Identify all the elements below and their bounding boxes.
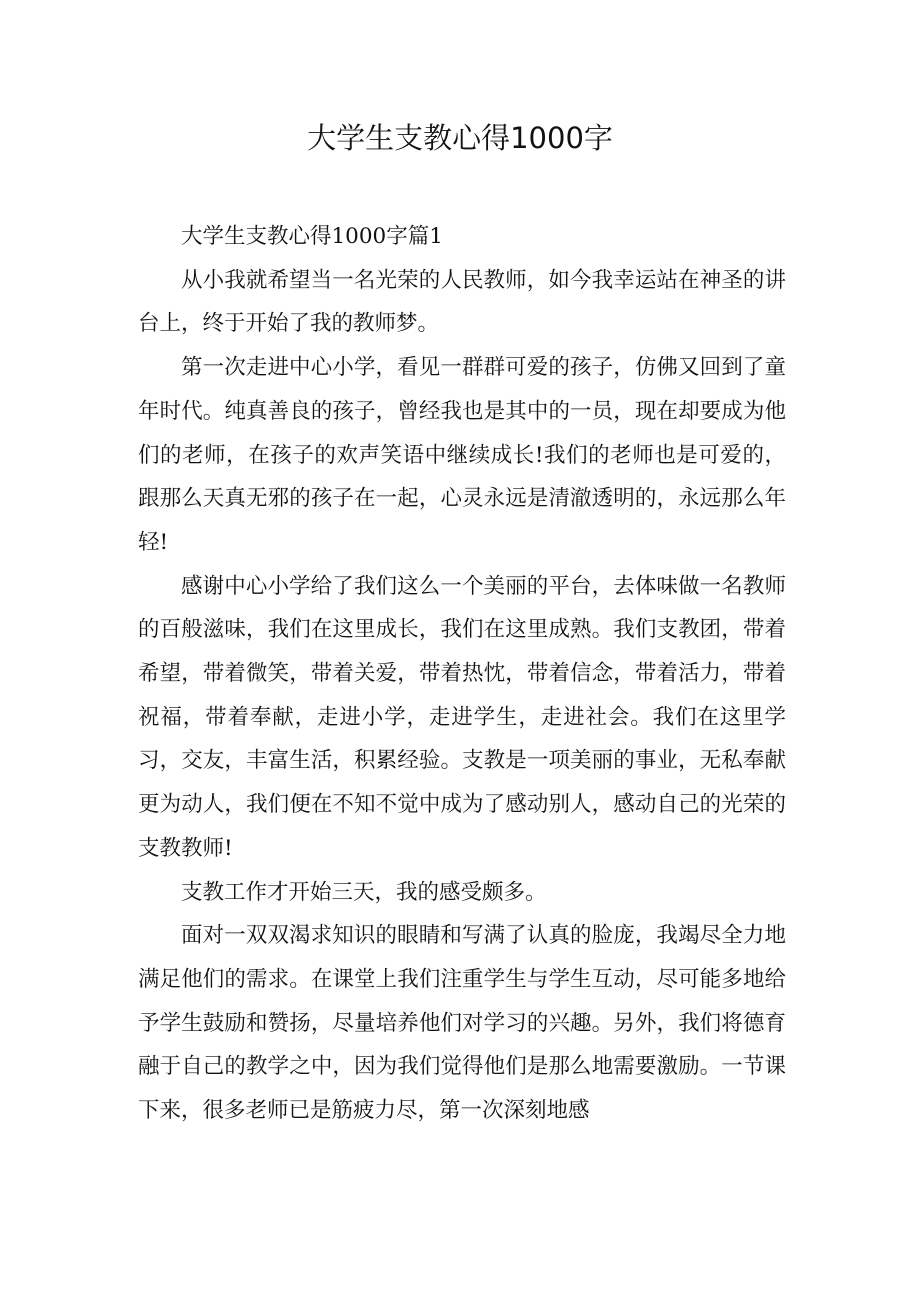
paragraph: 第一次走进中心小学，看见一群群可爱的孩子，仿佛又回到了童年时代。纯真善良的孩子，曾经我也是其中的一员，现在却要成为他们的老师，在孩子的欢声笑语中继续成长!我们的老师也是可爱的，跟那么天真无邪的孩子在一起，心灵永远是清澈透明的，永远那么年轻! bbox=[138, 355, 786, 555]
paragraph: 支教工作才开始三天，我的感受颇多。 bbox=[181, 879, 547, 905]
document-title: 大学生支教心得1000字 bbox=[307, 121, 613, 155]
paragraph: 感谢中心小学给了我们这么一个美丽的平台，去体味做一名教师的百般滋味，我们在这里成长，我们在这里成熟。我们支教团，带着希望，带着微笑，带着关爱，带着热忱，带着信念，带着活力，带着祝福，带着奉献，走进小学，走进学生，走进社会。我们在这里学习，交友，丰富生活，积累经验。支教是一项美丽的事业，无私奉献更为动人，我们便在不知不觉中成为了感动别人，感动自己的光荣的支教教师! bbox=[138, 573, 786, 861]
paragraph: 从小我就希望当一名光荣的人民教师，如今我幸运站在神圣的讲台上，终于开始了我的教师梦。 bbox=[138, 267, 786, 337]
section-heading: 大学生支教心得1000字篇1 bbox=[181, 224, 443, 249]
paragraph: 面对一双双渴求知识的眼睛和写满了认真的脸庞，我竭尽全力地满足他们的需求。在课堂上我们注重学生与学生互动，尽可能多地给予学生鼓励和赞扬，尽量培养他们对学习的兴趣。另外，我们将德育融于自己的教学之中，因为我们觉得他们是那么地需要激励。一节课下来，很多老师已是筋疲力尽，第一次深刻地感 bbox=[138, 923, 786, 1124]
document-body bbox=[138, 215, 786, 1133]
